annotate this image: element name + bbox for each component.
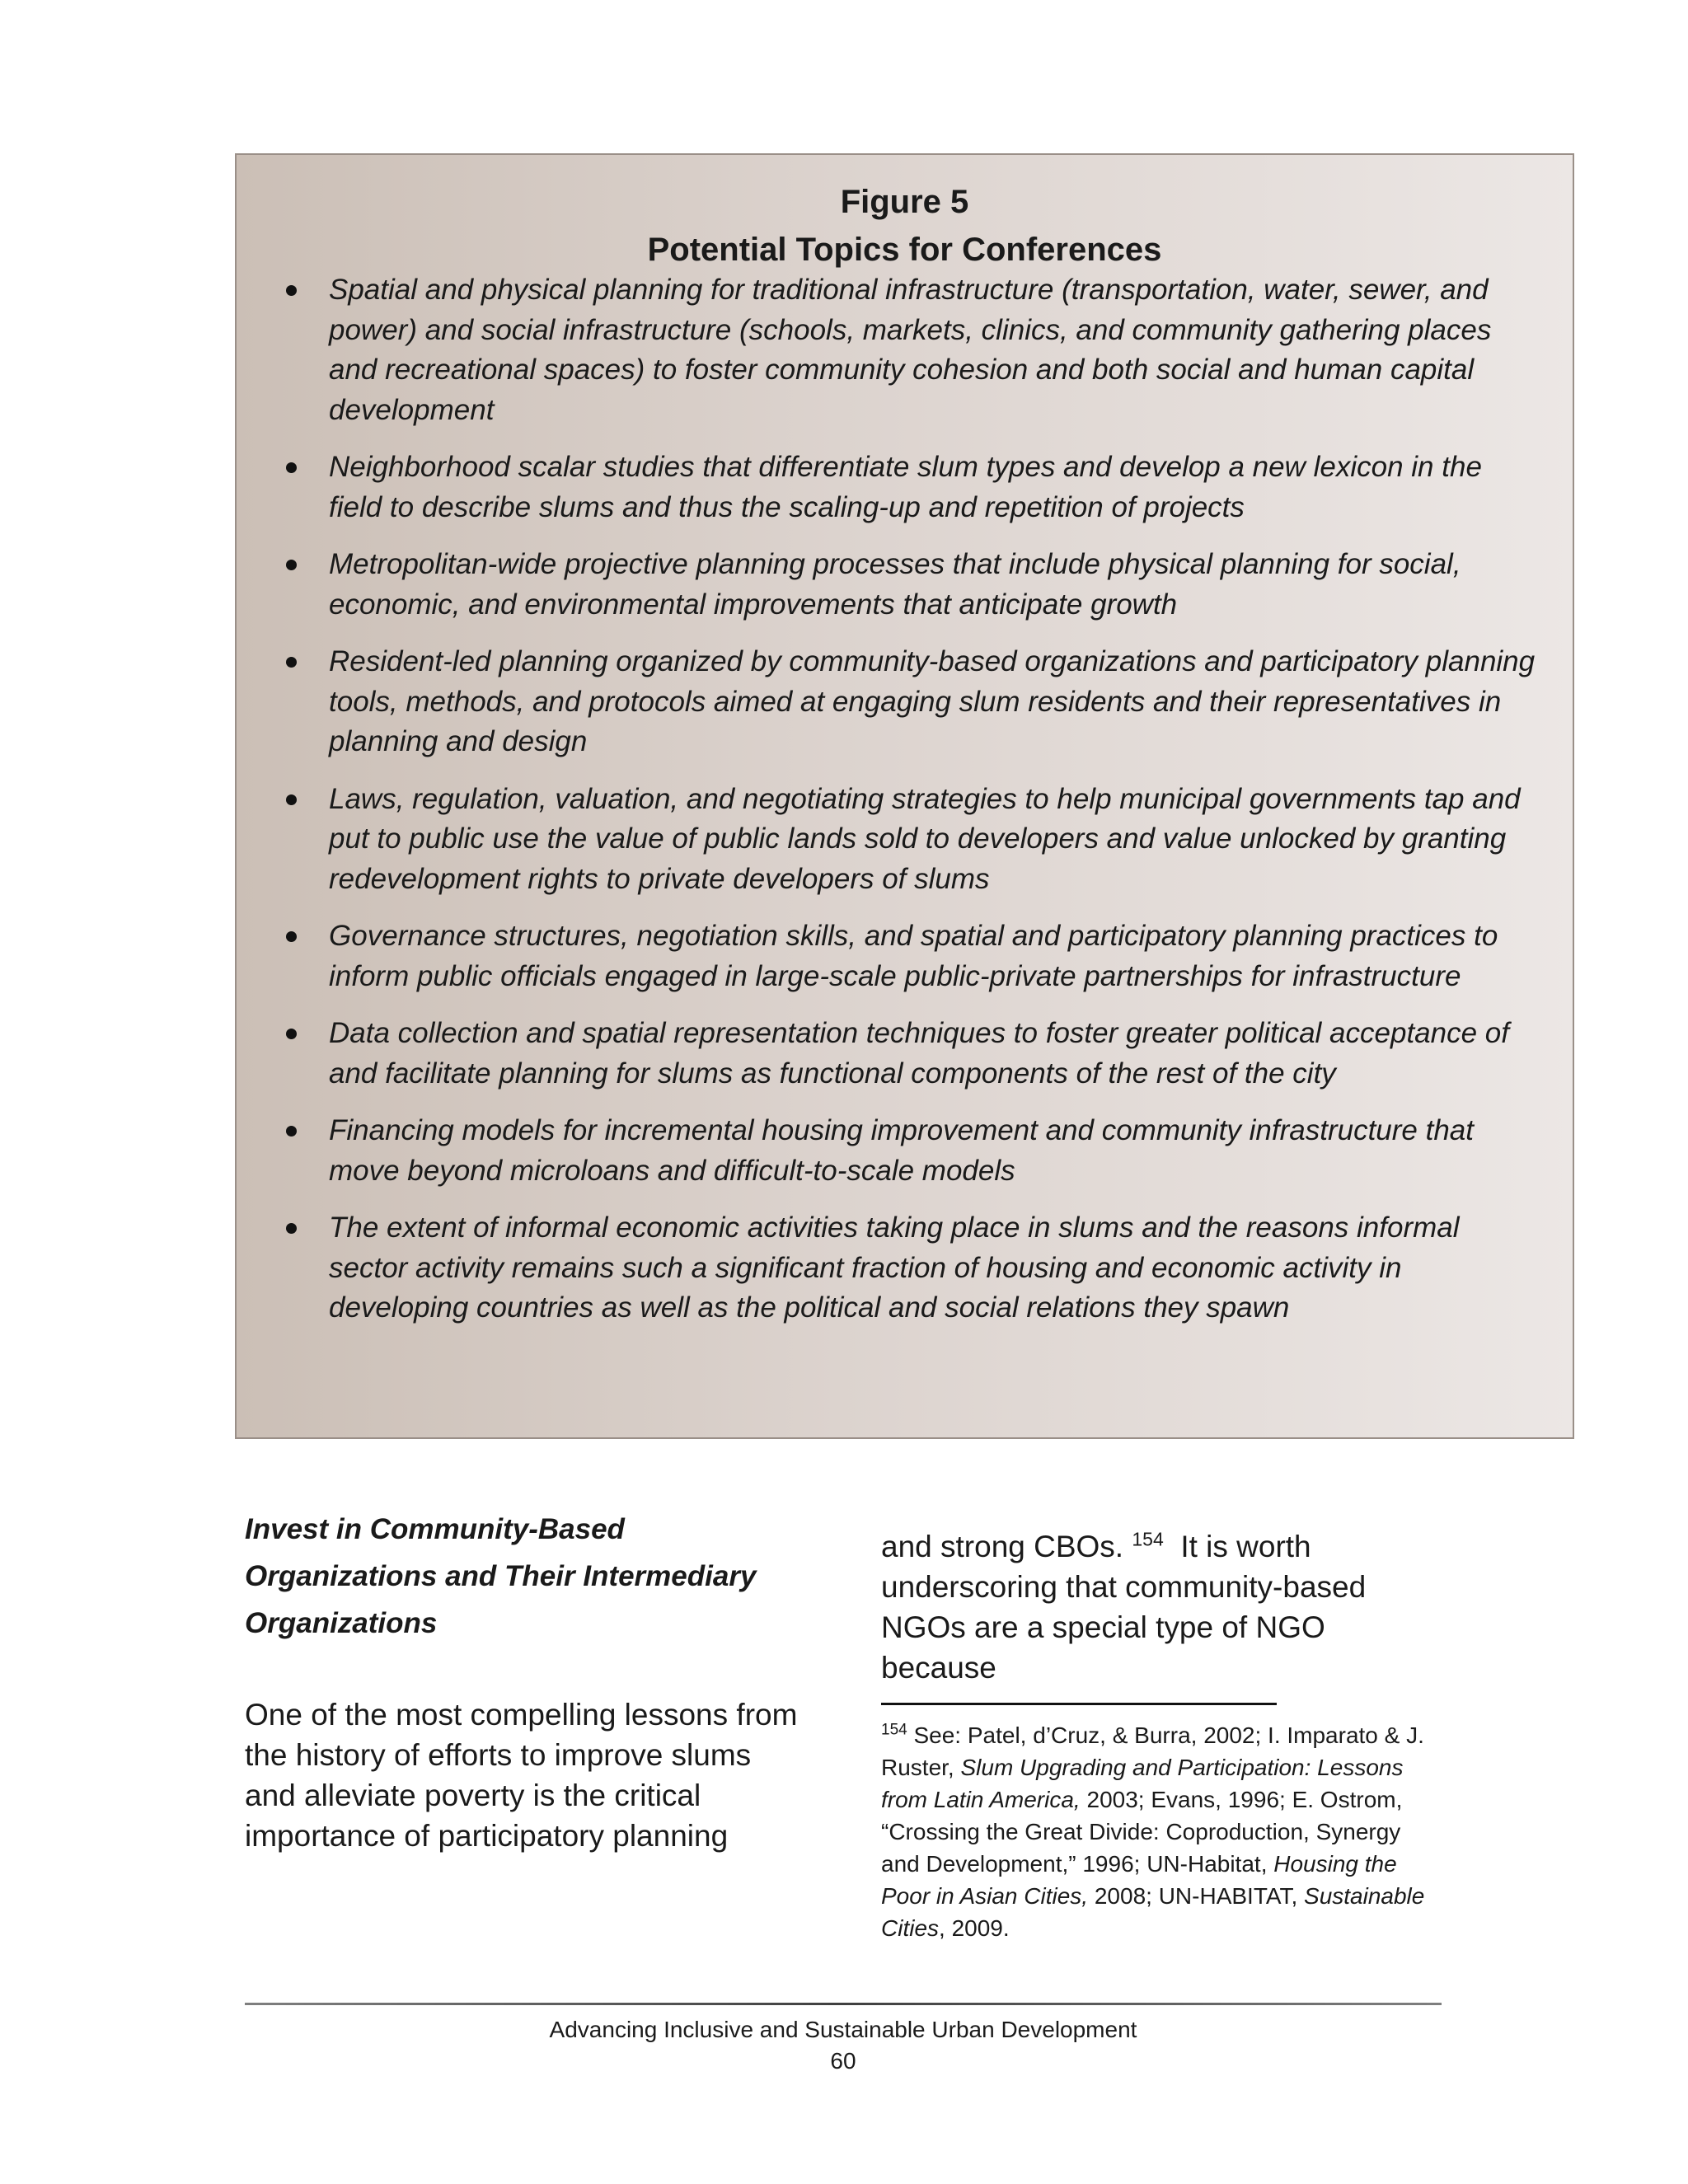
body-paragraph-continued (881, 1526, 1442, 1688)
section-heading-line: Invest in Community-Based (245, 1513, 625, 1545)
figure-label: Figure 5 (840, 184, 969, 220)
bullet-icon (286, 285, 297, 296)
footnote-title: Slum Upgrading and Participation: Lessons from Latin America, (881, 1755, 1404, 1812)
section-heading-line: Organizations (245, 1607, 438, 1639)
footnote-ref[interactable]: 154 (1132, 1528, 1164, 1550)
page-number: 60 (830, 2048, 856, 2074)
bullet-icon (286, 657, 297, 668)
figure-title (237, 178, 1573, 274)
section-heading (245, 1506, 805, 1647)
footnote-text: See: Patel, d’Cruz, & Burra, 2002; I. Imparato & J. Ruster, (881, 1722, 1424, 1780)
list-item (286, 780, 1540, 900)
bullet-icon (286, 1223, 297, 1234)
page-footer (245, 2014, 1442, 2077)
footnote-number: 154 (881, 1721, 907, 1739)
footnote-text: , 2009. (939, 1915, 1010, 1941)
list-item (286, 1208, 1540, 1329)
figure-topic-list (286, 270, 1540, 1346)
footnote-text: 2008; UN-HABITAT, (1088, 1883, 1305, 1909)
list-item-text: The extent of informal economic activities taking place in slums and the reasons informal sector activity remains such a significant fraction of housing and economic activity in developing countries as well as the political and social relations they spawn (329, 1212, 1460, 1324)
list-item (286, 642, 1540, 762)
figure-box (235, 153, 1574, 1439)
footnote-title: Sustainable Cities (881, 1883, 1425, 1941)
list-item (286, 1014, 1540, 1094)
bullet-icon (286, 1029, 297, 1039)
list-item-text: Neighborhood scalar studies that differentiate slum types and develop a new lexicon in the field to describe slums and thus the scaling-up and repetition of projects (329, 451, 1482, 523)
list-item-text: Laws, regulation, valuation, and negotiating strategies to help municipal governments tap and put to public use the value of public lands sold to developers and value unlocked by granting redevelopment rights to private developers of slums (329, 782, 1521, 895)
bullet-icon (286, 931, 297, 942)
section-heading-line: Organizations and Their Intermediary (245, 1560, 757, 1592)
left-column (245, 1506, 805, 1856)
list-item (286, 916, 1540, 996)
publication-title: Advancing Inclusive and Sustainable Urban Development (549, 2017, 1137, 2042)
list-item-text: Spatial and physical planning for traditional infrastructure (transportation, water, sewer, and power) and social infrastructure (schools, markets, clinics, and community gathering places and recreational spaces) to foster community cohesion and both social and human capital development (329, 274, 1492, 426)
figure-caption: Potential Topics for Conferences (647, 232, 1162, 268)
list-item-text: Financing models for incremental housing improvement and community infrastructure that move beyond microloans and difficult-to-scale models (329, 1114, 1474, 1187)
list-item (286, 270, 1540, 430)
bullet-icon (286, 560, 297, 570)
bullet-icon (286, 462, 297, 473)
list-item-text: Resident-led planning organized by community-based organizations and participatory planning tools, methods, and protocols aimed at engaging slum residents and their representatives in planning and design (329, 645, 1536, 757)
footer-divider (245, 2003, 1442, 2005)
body-paragraph: One of the most compelling lessons from the history of efforts to improve slums and alleviate poverty is the critical importance of participatory planning (245, 1698, 798, 1853)
list-item-text: Governance structures, negotiation skills, and spatial and participatory planning practices to inform public officials engaged in large-scale public-private partnerships for infrastructure (329, 920, 1498, 992)
footnote (881, 1719, 1442, 1944)
footnote-title: Housing the Poor in Asian Cities, (881, 1851, 1397, 1909)
list-item (286, 1111, 1540, 1191)
footnote-divider (881, 1703, 1277, 1705)
bullet-icon (286, 794, 297, 805)
footnote-text: 2003; Evans, 1996; E. Ostrom, “Crossing the Great Divide: Coproduction, Synergy and Development,” 1996; UN-Habitat, (881, 1787, 1403, 1877)
list-item (286, 545, 1540, 625)
paragraph-text: and strong CBOs. (881, 1530, 1124, 1563)
list-item (286, 448, 1540, 527)
paragraph-text: It is worth underscoring that community-based NGOs are a special type of NGO because (881, 1530, 1367, 1685)
bullet-icon (286, 1126, 297, 1137)
right-column (881, 1526, 1442, 1944)
list-item-text: Data collection and spatial representation techniques to foster greater political acceptance of and facilitate planning for slums as functional components of the rest of the city (329, 1017, 1509, 1090)
list-item-text: Metropolitan-wide projective planning processes that include physical planning for social, economic, and environmental improvements that anticipate growth (329, 548, 1461, 621)
